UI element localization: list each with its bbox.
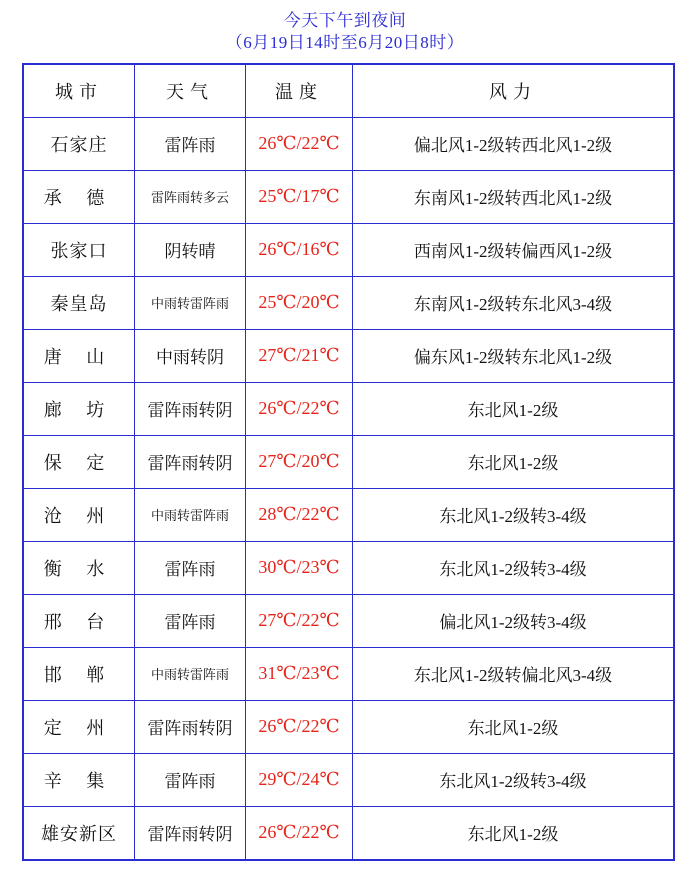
weather-condition: 阴转晴	[164, 242, 216, 261]
cell-temperature	[246, 594, 353, 647]
column-header-wind: 风力	[353, 64, 675, 118]
cell-weather	[135, 117, 246, 170]
table-row	[23, 170, 674, 223]
cell-city	[23, 382, 135, 435]
city-name: 张家口	[50, 240, 108, 261]
cell-city	[23, 223, 135, 276]
weather-condition: 雷阵雨	[164, 560, 216, 579]
cell-temperature	[246, 223, 353, 276]
weather-condition: 雷阵雨转阴	[147, 401, 233, 420]
table-header	[23, 64, 674, 118]
table-row	[23, 329, 674, 382]
weather-condition: 雷阵雨	[164, 136, 216, 155]
city-name: 邯 郸	[43, 664, 115, 685]
cell-temperature	[246, 276, 353, 329]
cell-temperature	[246, 806, 353, 860]
cell-weather	[135, 647, 246, 700]
cell-temperature	[246, 541, 353, 594]
city-name: 邢 台	[43, 611, 115, 632]
cell-city	[23, 700, 135, 753]
city-name: 沧 州	[43, 505, 115, 526]
temperature-range: 26℃/22℃	[258, 133, 340, 153]
wind-description: 东北风1-2级	[467, 401, 559, 420]
cell-wind	[353, 806, 675, 860]
table-row	[23, 223, 674, 276]
cell-wind	[353, 276, 675, 329]
wind-description: 东北风1-2级转3-4级	[439, 560, 587, 579]
cell-temperature	[246, 382, 353, 435]
cell-temperature	[246, 117, 353, 170]
cell-weather	[135, 806, 246, 860]
cell-temperature	[246, 647, 353, 700]
cell-wind	[353, 223, 675, 276]
temperature-range: 26℃/22℃	[258, 398, 340, 418]
temperature-range: 29℃/24℃	[258, 769, 340, 789]
table-row	[23, 806, 674, 860]
cell-wind	[353, 170, 675, 223]
cell-city	[23, 170, 135, 223]
temperature-range: 26℃/16℃	[258, 239, 340, 259]
cell-weather	[135, 223, 246, 276]
cell-wind	[353, 382, 675, 435]
weather-condition: 中雨转阴	[156, 348, 224, 367]
page-title	[22, 10, 668, 54]
cell-wind	[353, 435, 675, 488]
temperature-range: 26℃/22℃	[258, 822, 340, 842]
temperature-range: 26℃/22℃	[258, 716, 340, 736]
city-name: 唐 山	[43, 346, 115, 367]
cell-city	[23, 435, 135, 488]
wind-description: 偏北风1-2级转西北风1-2级	[413, 136, 613, 155]
cell-temperature	[246, 488, 353, 541]
cell-wind	[353, 647, 675, 700]
cell-weather	[135, 435, 246, 488]
weather-condition: 雷阵雨转阴	[147, 825, 233, 844]
table-row	[23, 276, 674, 329]
city-name: 衡 水	[43, 558, 115, 579]
cell-wind	[353, 753, 675, 806]
wind-description: 东北风1-2级转偏北风3-4级	[413, 666, 613, 685]
temperature-range: 30℃/23℃	[258, 557, 340, 577]
wind-description: 偏北风1-2级转3-4级	[439, 613, 587, 632]
column-header-city: 城市	[23, 64, 135, 118]
cell-temperature	[246, 329, 353, 382]
city-name: 廊 坊	[43, 399, 115, 420]
cell-weather	[135, 329, 246, 382]
cell-city	[23, 329, 135, 382]
temperature-range: 25℃/17℃	[258, 186, 340, 206]
weather-condition: 中雨转雷阵雨	[150, 507, 229, 523]
wind-description: 东北风1-2级	[467, 719, 559, 738]
temperature-range: 31℃/23℃	[258, 663, 340, 683]
city-name: 承 德	[43, 187, 115, 208]
city-name: 石家庄	[50, 134, 108, 155]
cell-temperature	[246, 435, 353, 488]
cell-weather	[135, 276, 246, 329]
cell-city	[23, 753, 135, 806]
city-name: 辛 集	[43, 770, 115, 791]
wind-description: 东南风1-2级转西北风1-2级	[413, 189, 613, 208]
city-name: 雄安新区	[41, 823, 117, 844]
table-row	[23, 647, 674, 700]
cell-wind	[353, 594, 675, 647]
table-row	[23, 753, 674, 806]
title-line-timerange: （6月19日14时至6月20日8时）	[225, 32, 465, 52]
cell-city	[23, 276, 135, 329]
cell-temperature	[246, 700, 353, 753]
cell-weather	[135, 541, 246, 594]
cell-weather	[135, 382, 246, 435]
table-row	[23, 488, 674, 541]
cell-city	[23, 647, 135, 700]
temperature-range: 27℃/20℃	[258, 451, 340, 471]
cell-weather	[135, 170, 246, 223]
table-row	[23, 594, 674, 647]
wind-description: 东北风1-2级	[467, 825, 559, 844]
table-row	[23, 541, 674, 594]
cell-wind	[353, 700, 675, 753]
table-body	[23, 117, 674, 860]
cell-weather	[135, 700, 246, 753]
table-row	[23, 382, 674, 435]
wind-description: 偏东风1-2级转东北风1-2级	[413, 348, 613, 367]
table-row	[23, 435, 674, 488]
column-header-weather: 天气	[135, 64, 246, 118]
city-name: 秦皇岛	[50, 293, 108, 314]
weather-table	[22, 63, 675, 861]
weather-condition: 雷阵雨转阴	[147, 719, 233, 738]
temperature-range: 28℃/22℃	[258, 504, 340, 524]
title-line-period: 今天下午到夜间	[283, 11, 407, 30]
weather-condition: 雷阵雨转阴	[147, 454, 233, 473]
weather-condition: 雷阵雨转多云	[150, 189, 229, 205]
temperature-range: 25℃/20℃	[258, 292, 340, 312]
wind-description: 东南风1-2级转东北风3-4级	[413, 295, 613, 314]
cell-temperature	[246, 170, 353, 223]
city-name: 定 州	[43, 717, 115, 738]
cell-city	[23, 541, 135, 594]
wind-description: 西南风1-2级转偏西风1-2级	[413, 242, 613, 261]
cell-weather	[135, 594, 246, 647]
city-name: 保 定	[43, 452, 115, 473]
cell-wind	[353, 488, 675, 541]
wind-description: 东北风1-2级转3-4级	[439, 772, 587, 791]
cell-wind	[353, 329, 675, 382]
cell-wind	[353, 117, 675, 170]
table-row	[23, 700, 674, 753]
cell-city	[23, 594, 135, 647]
cell-weather	[135, 488, 246, 541]
temperature-range: 27℃/22℃	[258, 610, 340, 630]
weather-condition: 雷阵雨	[164, 772, 216, 791]
column-header-temperature: 温度	[246, 64, 353, 118]
cell-city	[23, 488, 135, 541]
weather-condition: 雷阵雨	[164, 613, 216, 632]
weather-condition: 中雨转雷阵雨	[150, 666, 229, 682]
weather-condition: 中雨转雷阵雨	[150, 295, 229, 311]
table-header-row	[23, 64, 674, 118]
table-row	[23, 117, 674, 170]
temperature-range: 27℃/21℃	[258, 345, 340, 365]
cell-city	[23, 117, 135, 170]
wind-description: 东北风1-2级转3-4级	[439, 507, 587, 526]
cell-temperature	[246, 753, 353, 806]
cell-city	[23, 806, 135, 860]
wind-description: 东北风1-2级	[467, 454, 559, 473]
cell-wind	[353, 541, 675, 594]
cell-weather	[135, 753, 246, 806]
